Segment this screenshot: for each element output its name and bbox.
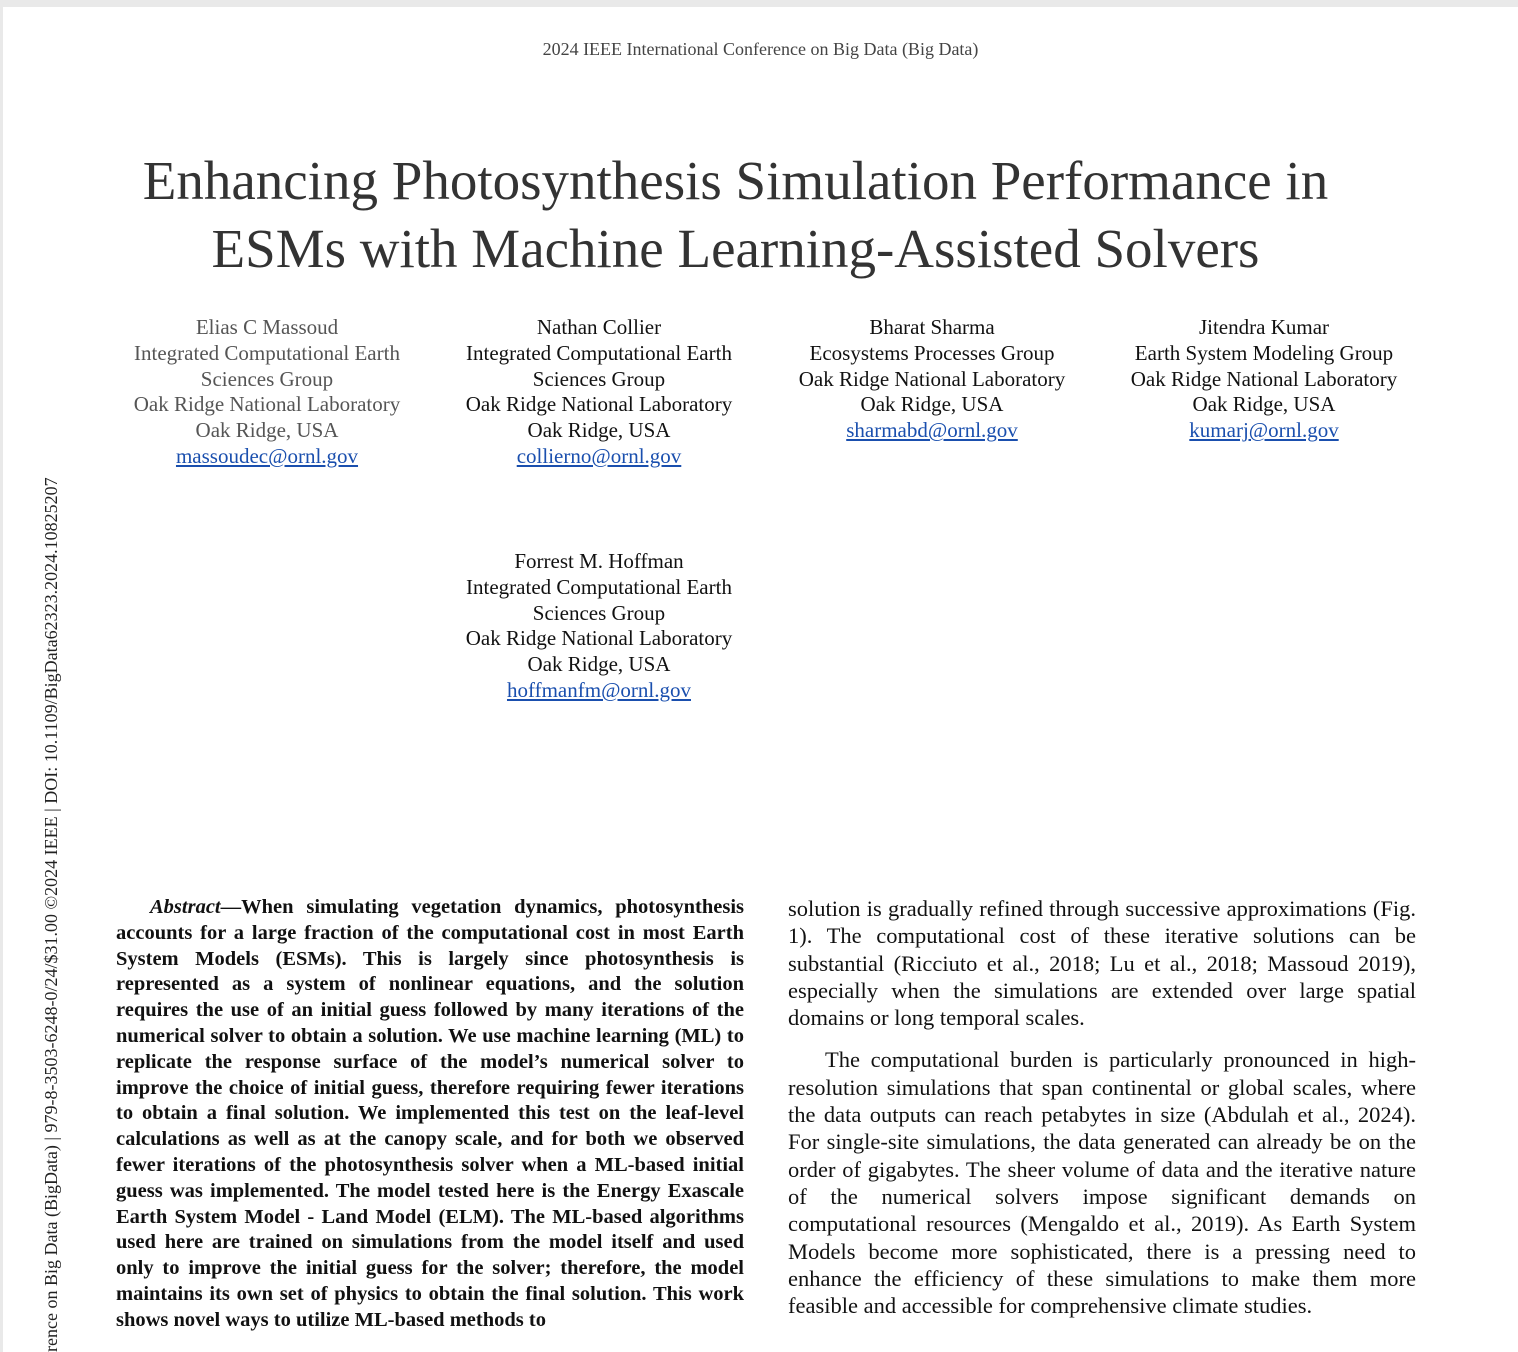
author-block — [767, 315, 1097, 444]
abstract-text: —When simulating vegetation dynamics, photosynthesis accounts for a large fraction of the computational cost in most Earth System Models (ESMs). This is largely since photosynthesis is represented as a system of nonlinear equations, and the solution requires the use of an initial guess followed by many iterations of the numerical solver to obtain a solution. We use machine learning (ML) to replicate the response surface of the model’s numerical solver to improve the choice of initial guess, therefore requiring fewer iterations to obtain a final solution. We implemented this test on the leaf-level calculations as well as at the canopy scale, and for both we observed fewer iterations of the photosynthesis solver when a ML-based initial guess was implemented. The model tested here is the Energy Exascale Earth System Model - Land Model (ELM). The ML-based algorithms used here are trained on simulations from the model itself and used only to improve the initial guess for the solver; therefore, the model maintains its own set of physics to obtain the final solution. This work shows novel ways to utilize ML-based methods to — [116, 896, 744, 1331]
title-line-2: ESMs with Machine Learning-Assisted Solvers — [211, 218, 1260, 279]
author-email-link[interactable]: kumarj@ornl.gov — [1189, 418, 1339, 443]
author-department: Integrated Computational Earth — [134, 340, 400, 365]
author-name: Elias C Massoud — [195, 315, 339, 339]
author-block — [102, 315, 432, 470]
author-email-link[interactable]: hoffmanfm@ornl.gov — [506, 677, 691, 702]
conference-header: 2024 IEEE International Conference on Big Data (Big Data) — [542, 39, 979, 59]
author-department-cont: Sciences Group — [200, 366, 334, 391]
author-organization: Oak Ridge National Laboratory — [1130, 366, 1398, 391]
abstract — [116, 895, 744, 1334]
author-organization: Oak Ridge National Laboratory — [133, 392, 401, 417]
body-paragraph-2: The computational burden is particularly pronounced in high-resolution simulations that span continental or global scales, where the data outputs can reach petabytes in size (Abdulah et al., 2024). For single-site simulations, the data generated can already be on the order of gigabytes. The sheer volume of data and the iterative nature of the numerical solvers impose significant demands on computational resources (Mengaldo et al., 2019). As Earth System Models become more sophisticated, there is a pressing need to enhance the efficiency of these simulations to make them more feasible and accessible for comprehensive climate studies. — [788, 1047, 1416, 1319]
author-email-link[interactable]: collierno@ornl.gov — [516, 443, 682, 468]
author-department: Integrated Computational Earth — [466, 340, 732, 365]
author-email-link[interactable]: massoudec@ornl.gov — [175, 443, 359, 468]
author-name: Forrest M. Hoffman — [514, 549, 684, 573]
author-location: Oak Ridge, USA — [527, 652, 671, 677]
author-block — [1099, 315, 1429, 444]
author-organization: Oak Ridge National Laboratory — [798, 366, 1066, 391]
author-name: Bharat Sharma — [869, 315, 995, 339]
abstract-label: Abstract — [150, 896, 221, 918]
right-column — [788, 895, 1416, 1319]
title-line-1: Enhancing Photosynthesis Simulation Performance in — [142, 150, 1329, 211]
author-department: Earth System Modeling Group — [1134, 340, 1394, 365]
author-department: Integrated Computational Earth — [466, 574, 732, 599]
author-department-cont: Sciences Group — [532, 366, 666, 391]
author-department: Ecosystems Processes Group — [809, 340, 1055, 365]
author-organization: Oak Ridge National Laboratory — [465, 626, 733, 651]
author-block — [434, 549, 764, 704]
side-doi-strip: rence on Big Data (BigData) | 979-8-3503-6248-0/24/$31.00 ©2024 IEEE | DOI: 10.1109/BigData62323.2024.10825207 — [41, 477, 61, 1352]
author-location: Oak Ridge, USA — [195, 418, 339, 443]
author-name: Nathan Collier — [536, 315, 662, 339]
paper-page — [3, 7, 1518, 1352]
author-name: Jitendra Kumar — [1198, 315, 1330, 339]
author-department-cont: Sciences Group — [532, 600, 666, 625]
author-location: Oak Ridge, USA — [1192, 392, 1336, 417]
author-organization: Oak Ridge National Laboratory — [465, 392, 733, 417]
author-block — [434, 315, 764, 470]
author-location: Oak Ridge, USA — [860, 392, 1004, 417]
author-email-link[interactable]: sharmabd@ornl.gov — [846, 418, 1018, 443]
author-location: Oak Ridge, USA — [527, 418, 671, 443]
body-paragraph-1: solution is gradually refined through successive approximations (Fig. 1). The computational cost of these iterative solutions can be substantial (Ricciuto et al., 2018; Lu et al., 2018; Massoud 2019), especially when the simulations are extended over large spatial domains or long temporal scales. — [788, 896, 1416, 1031]
paper-title — [63, 147, 1408, 283]
